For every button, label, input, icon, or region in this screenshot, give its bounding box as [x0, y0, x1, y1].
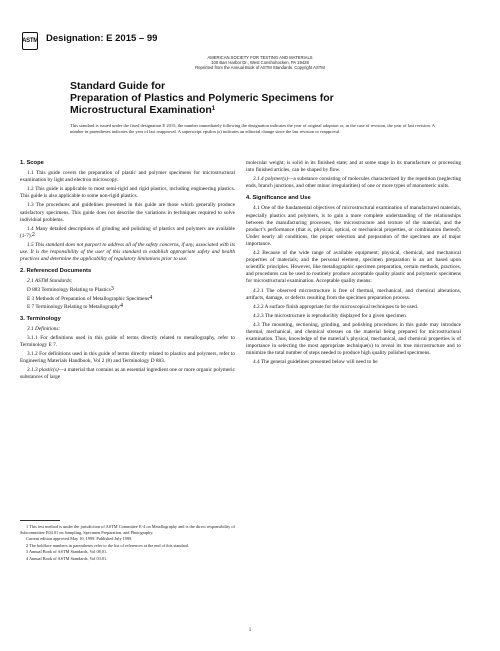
paragraph-3-1: 3.1 Definitions: [27, 325, 61, 332]
title-line-2: Preparation of Plastics and Polymeric Specimens for [70, 92, 334, 104]
paragraph-1-5: 1.5 This standard does not purport to address all of the safety concerns, if any, associated with its use. It is the responsibility of the user of this standard to establish appropriate safety and health practices and determine the applicability of regulatory limitations prior to use. [20, 241, 235, 263]
org-line: Reprinted from the Annual Book of ASTM Standards. Copyright ASTM [195, 65, 325, 71]
right-column [246, 160, 461, 368]
reference-text: E 7 Terminology Relating to Metallography [27, 303, 120, 310]
paragraph-1-2: 1.2 This guide is applicable to most semi-rigid and rigid plastics, including engineering plastics. This guide is also applicable to some non-rigid plastics. [20, 186, 235, 200]
paragraph-4-2-2: 4.2.2 A surface finish appropriate for the microscopical techniques to be used. [253, 303, 419, 310]
left-column [20, 160, 235, 383]
section-heading-referenced-documents: 2. Referenced Documents [20, 268, 92, 275]
paragraph-1-3: 1.3 The procedures and guidelines presented in this guide are those which generally produce satisfactory specimens. This guide does not describe the variations in techniques required to solve individual problems. [20, 202, 235, 223]
paragraph-4-4: 4.4 The general guidelines presented below will need to be [253, 359, 378, 366]
section-heading-significance: 4. Significance and Use [246, 195, 311, 202]
section-heading-terminology: 3. Terminology [20, 315, 61, 322]
paragraph-3-1-1: 3.1.1 For definitions used in this guide of terms directly related to metallography, refer to Terminology E 7. [20, 334, 235, 348]
term-plastics: 3.1.3 plastic(s) [27, 367, 59, 374]
designation: Designation: E 2015 – 99 [46, 33, 158, 44]
org-line: 100 Barr Harbor Dr., West Conshohocken, PA 19428 [211, 60, 309, 66]
paragraph-1-4 [20, 226, 235, 240]
paragraph-continued: molecular weight; is solid in its finished state; and at some stage in its manufacture or processing into finished articles, can be shaped by flow. [246, 160, 461, 174]
title-line-3 [70, 104, 390, 116]
footnote-item: Current edition approved May 10, 1999. Published July 1999. [26, 536, 133, 542]
reference-text: E 3 Methods of Preparation of Metallographic Specimens [27, 295, 150, 302]
paragraph-4-2-1: 4.2.1 The observed microstructure is free of thermal, mechanical, and chemical alterations, artifacts, damage, or defects resulting from the specimen preparation process. [246, 287, 461, 301]
document-title [70, 80, 390, 116]
reference-item [20, 296, 235, 303]
reference-sup: 4 [119, 302, 123, 309]
organization-header [160, 55, 360, 71]
page-number: 1 [248, 628, 252, 633]
reference-item [20, 287, 235, 294]
footnote-item: 1 This test method is under the jurisdiction of ASTM Committee E-4 on Metallography and is the direct responsibility of Subcommittee E04.01 on Sampling, Specimen Preparation, and Photography. [20, 524, 235, 535]
paragraph-4-2: 4.2 Because of the wide range of available equipment; physical, chemical, and mechanical properties of materials; and the personal element, specimen preparation is an art based upon scientific principles. However, like metallographic specimen preparation, certain methods, practices, and procedures can be used to routinely produce acceptable quality plastic and polymeric specimens for microstructural examination. Acceptable quality means: [246, 250, 461, 285]
footnote-item: 3 Annual Book of ASTM Standards, Vol 08.01. [26, 549, 108, 555]
paragraph-4-3: 4.3 The mounting, sectioning, grinding, and polishing procedures in this guide may introduce thermal, mechanical, and chemical stresses on the material being prepared for microstructural examination. Thus, knowledge of the material’s physical, mechanical, and chemical properties is of importance in selecting the most appropriate technique(s) to reveal its true microstructure and to minimize the total number of steps needed to produce high quality polished specimens. [246, 321, 461, 357]
reference-sup: 4 [149, 294, 153, 301]
astm-logo [22, 32, 38, 50]
term-polymers: 3.1.4 polymer(s) [253, 176, 289, 183]
section-heading-scope: 1. Scope [20, 160, 44, 166]
title-footnote-mark: 1 [211, 106, 216, 112]
footnote-item: 4 Annual Book of ASTM Standards, Vol 03.01. [26, 555, 108, 561]
paragraph-2-1: 2.1 ASTM Standards: [27, 278, 73, 285]
reference-item [20, 304, 235, 311]
title-line-1: Standard Guide for [70, 80, 166, 92]
reference-sup: 3 [110, 286, 114, 293]
reference-text: D 883 Terminology Relating to Plastics [27, 287, 111, 294]
paragraph-3-1-3 [20, 367, 235, 381]
paragraph-1-1: 1.1 This guide covers the preparation of plastic and polymer specimens for microstructural examination by light and electron microscopy. [20, 170, 235, 184]
paragraph-1-4-sup: 2 [31, 231, 35, 238]
paragraph-3-1-3-text: —a material that contains as an essential ingredient one or more organic polymeric substances of large [20, 367, 235, 381]
paragraph-4-1: 4.1 One of the fundamental objectives of microstructural examination of manufactured materials, especially plastics and polymers, is to gain a more complete understanding of the relationships between the manufacturing processes, the microstructure and texture of the material, and the product’s performance (that is, physical, optical, or mechanical properties, or combination thereof). Under nearly all conditions, the proper selection and preparation of the specimen are of major importance. [246, 205, 461, 247]
footnote-rule [20, 520, 60, 521]
paragraph-3-1-2: 3.1.2 For definitions used in this guide of terms directly related to plastics and polymers, refer to Engineering Materials Handbook, Vol 2 (8) and Terminology D 883. [20, 351, 235, 365]
org-line: AMERICAN SOCIETY FOR TESTING AND MATERIALS [207, 55, 313, 60]
paragraph-3-1-4 [246, 176, 461, 190]
footnote-item: 2 The boldface numbers in parentheses refer to the list of references at the end of this standard. [26, 542, 190, 548]
paragraph-4-2-3: 4.2.3 The microstructure is reproducibly displayed for a given specimen. [253, 312, 408, 319]
paragraph-1-4-text: 1.4 Many detailed descriptions of grinding and polishing of plastics and polymers are available (1-7). [20, 225, 235, 239]
issue-note: This standard is issued under the fixed designation E 2015; the number immediately following the designation indicates the year of original adoption or, in the case of revision, the year of last revision. A number in parentheses indicates the year of last reapproval. A superscript epsilon (ε) indicates an editorial change since the last revision or reapproval. [70, 123, 435, 134]
astm-logo-text: ASTM [22, 38, 38, 44]
paragraph-3-1-4-text: —a substance consisting of molecules characterized by the repetition (neglecting ends, branch junctions, and other minor irregularities) of one or more types of monomeric units. [246, 176, 461, 190]
footnotes [20, 520, 235, 563]
title-line-3-text: Microstructural Examination [70, 104, 212, 116]
